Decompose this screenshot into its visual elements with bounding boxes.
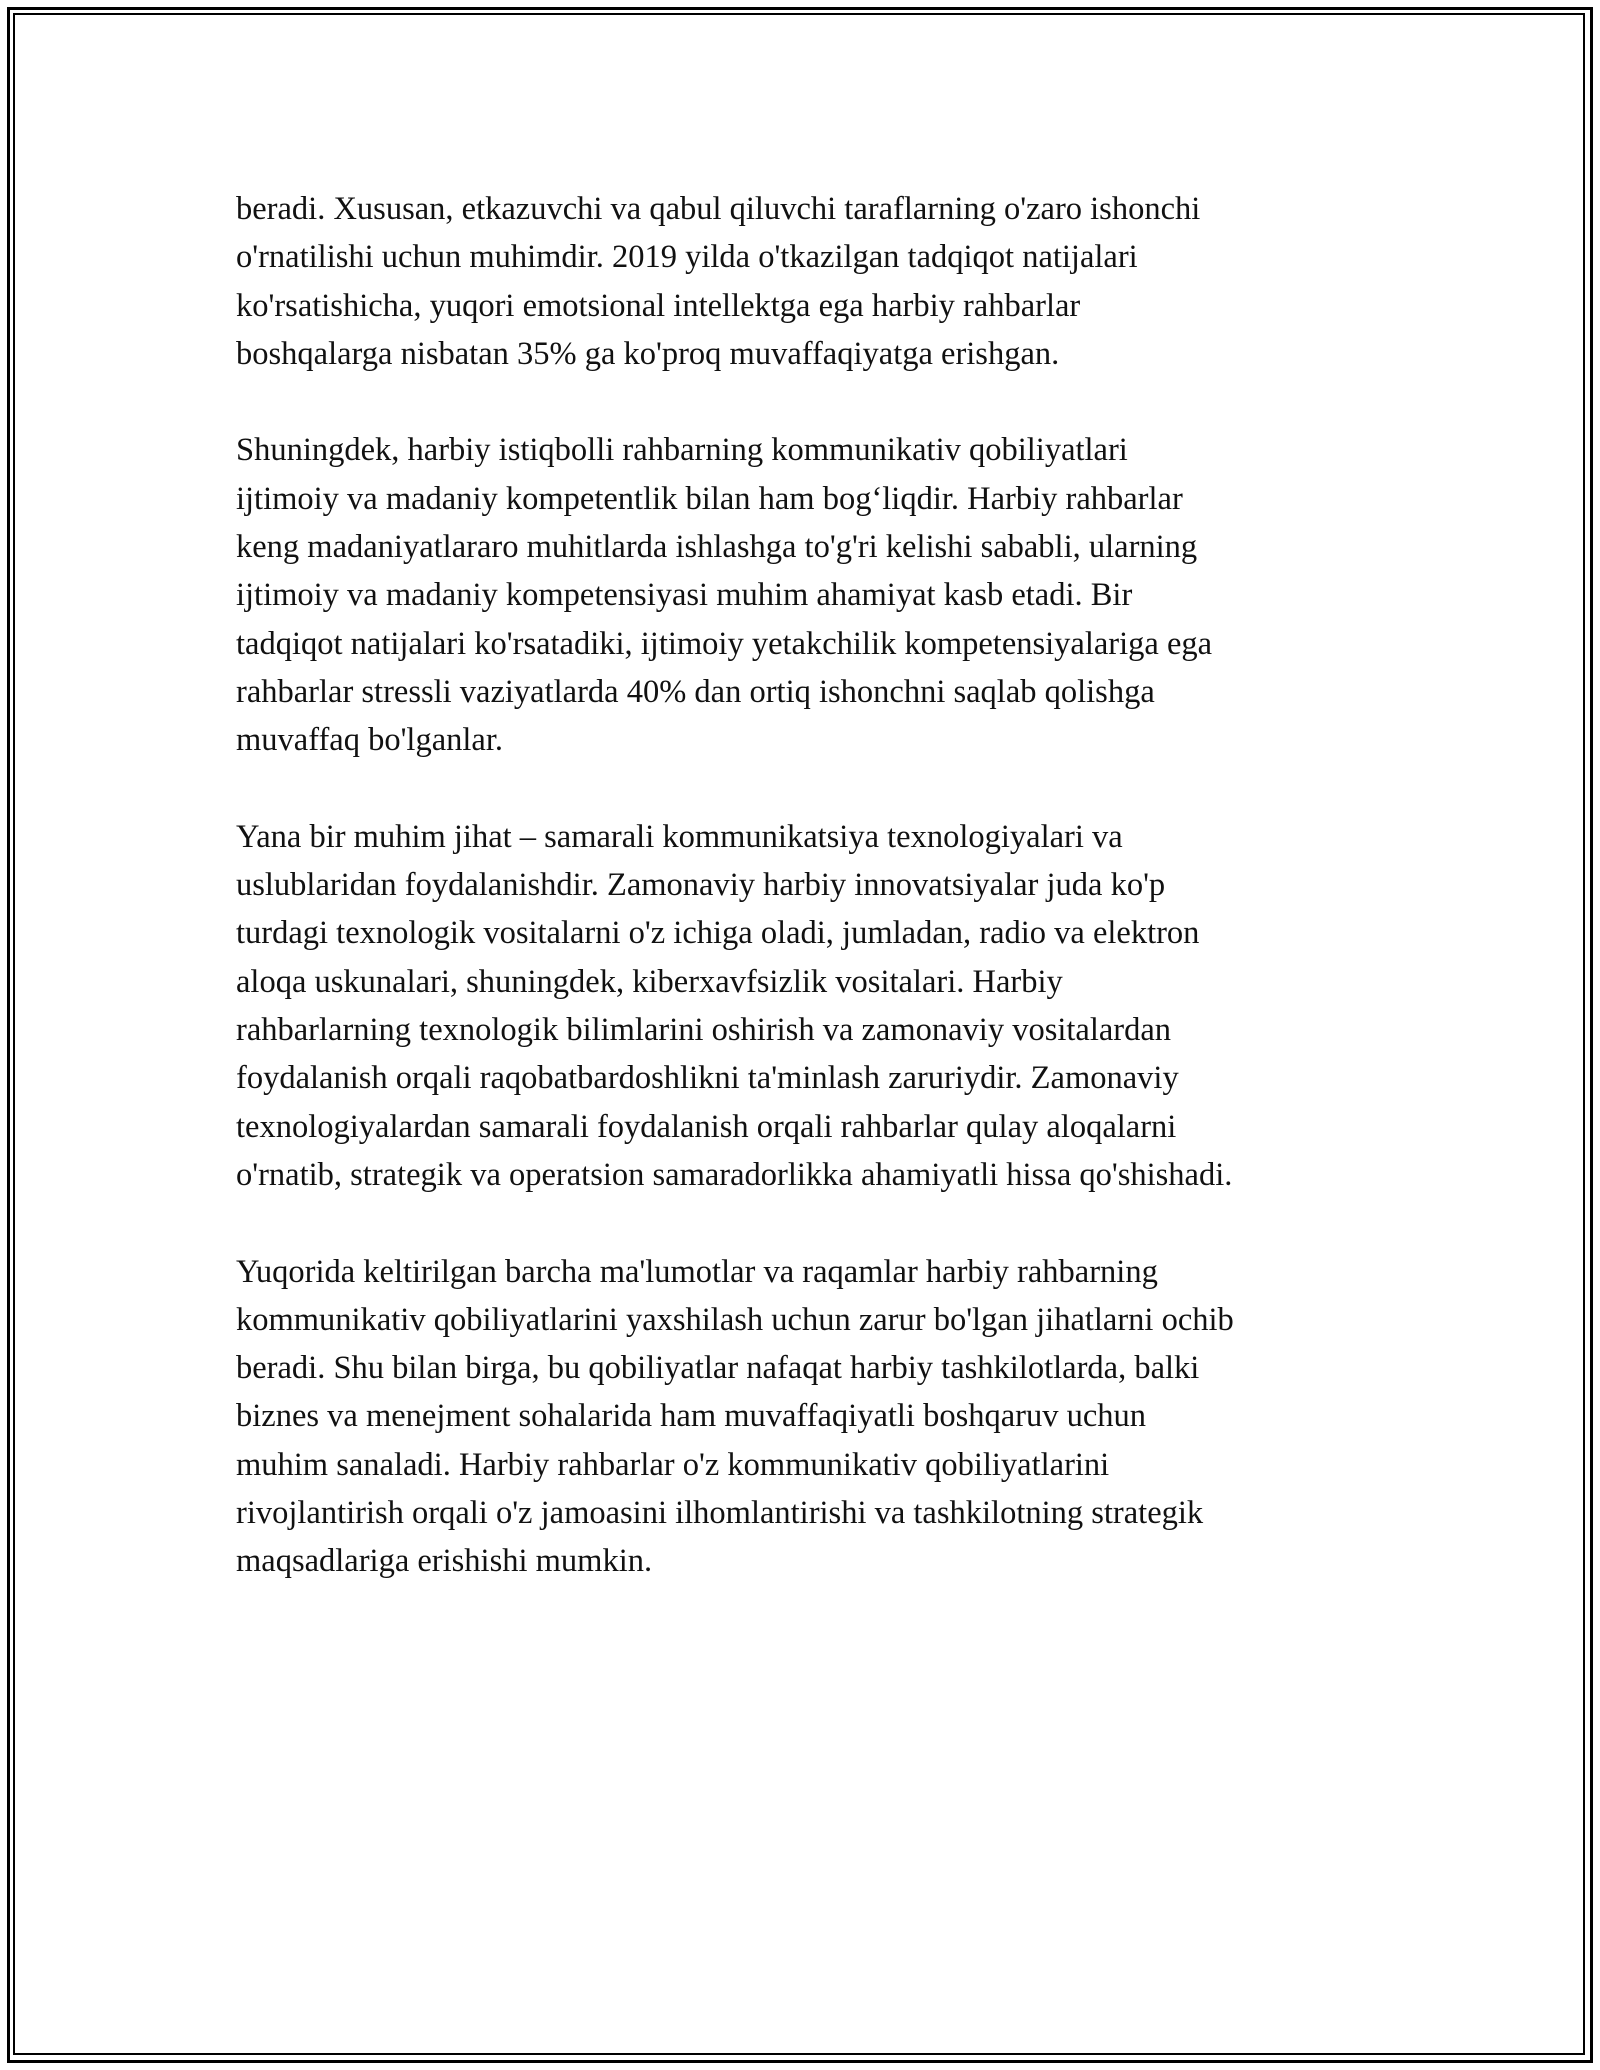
text-line: o'rnatilishi uchun muhimdir. 2019 yilda o'tkazilgan tadqiqot natijalari	[236, 239, 1138, 276]
paragraph-3	[236, 813, 1386, 1199]
text-line: rivojlantirish orqali o'z jamoasini ilhomlantirishi va tashkilotning strategik	[236, 1495, 1204, 1532]
paragraph-4	[236, 1248, 1386, 1586]
text-line: Shuningdek, harbiy istiqbolli rahbarning kommunikativ qobiliyatlari	[236, 432, 1128, 469]
paragraph-2	[236, 426, 1386, 764]
text-line: texnologiyalardan samarali foydalanish orqali rahbarlar qulay aloqalarni	[236, 1108, 1177, 1145]
text-line: rahbarlarning texnologik bilimlarini oshirish va zamonaviy vositalardan	[236, 1012, 1172, 1049]
text-line: rahbarlar stressli vaziyatlarda 40% dan ortiq ishonchni saqlab qolishga	[236, 673, 1155, 710]
text-line: beradi. Xususan, etkazuvchi va qabul qiluvchi taraflarning o'zaro ishonchi	[236, 191, 1201, 227]
text-line: ijtimoiy va madaniy kompetentlik bilan ham bog‘liqdir. Harbiy rahbarlar	[236, 480, 1183, 517]
text-line: o'rnatib, strategik va operatsion samaradorlikka ahamiyatli hissa qo'shishadi.	[236, 1156, 1233, 1193]
text-line: beradi. Shu bilan birga, bu qobiliyatlar nafaqat harbiy tashkilotlarda, balki	[236, 1350, 1200, 1387]
text-line: ijtimoiy va madaniy kompetensiyasi muhim ahamiyat kasb etadi. Bir	[236, 577, 1133, 614]
text-line: muvaffaq bo'lganlar.	[236, 722, 503, 759]
text-line: Yuqorida keltirilgan barcha ma'lumotlar va raqamlar harbiy rahbarning	[236, 1253, 1158, 1290]
text-line: uslublaridan foydalanishdir. Zamonaviy harbiy innovatsiyalar juda ko'p	[236, 867, 1166, 904]
text-line: aloqa uskunalari, shuningdek, kiberxavfsizlik vositalari. Harbiy	[236, 963, 1063, 1000]
text-line: muhim sanaladi. Harbiy rahbarlar o'z kommunikativ qobiliyatlarini	[236, 1446, 1110, 1483]
text-line: ko'rsatishicha, yuqori emotsional intellektga ega harbiy rahbarlar	[236, 287, 1081, 324]
paragraph-1	[236, 185, 1386, 378]
text-line: Yana bir muhim jihat – samarali kommunikatsiya texnologiyalari va	[236, 818, 1123, 855]
text-line: turdagi texnologik vositalarni o'z ichiga oladi, jumladan, radio va elektron	[236, 915, 1200, 952]
text-line: foydalanish orqali raqobatbardoshlikni ta'minlash zaruriydir. Zamonaviy	[236, 1060, 1179, 1097]
text-line: tadqiqot natijalari ko'rsatadiki, ijtimoiy yetakchilik kompetensiyalariga ega	[236, 625, 1213, 662]
text-line: keng madaniyatlararo muhitlarda ishlashga to'g'ri kelishi sababli, ularning	[236, 529, 1198, 566]
text-line: biznes va menejment sohalarida ham muvaffaqiyatli boshqaruv uchun	[236, 1398, 1147, 1435]
document-body	[236, 185, 1386, 1634]
text-line: boshqalarga nisbatan 35% ga ko'proq muvaffaqiyatga erishgan.	[236, 335, 1060, 372]
text-line: maqsadlariga erishishi mumkin.	[236, 1543, 653, 1580]
text-line: kommunikativ qobiliyatlarini yaxshilash uchun zarur bo'lgan jihatlarni ochib	[236, 1301, 1234, 1338]
